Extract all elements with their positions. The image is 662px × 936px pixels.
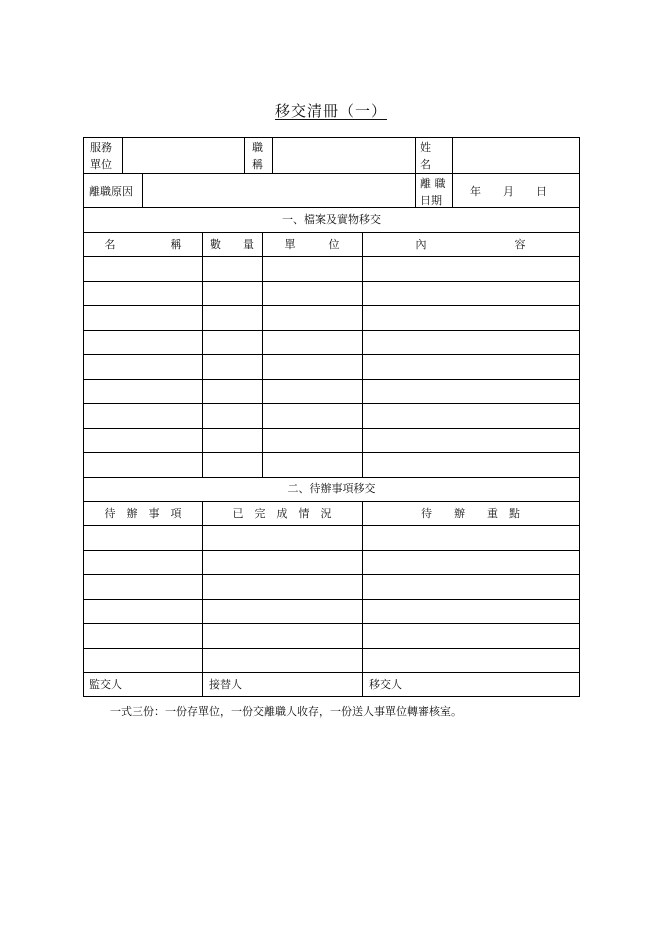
row-line-s2-4 bbox=[84, 623, 579, 624]
handover-form bbox=[83, 137, 580, 697]
col-line-h2-a bbox=[142, 173, 143, 207]
date-placeholder: 年 月 日 bbox=[470, 185, 547, 198]
col-content-header: 內 容 bbox=[415, 238, 526, 251]
row-line-s1-7 bbox=[84, 428, 579, 429]
row-line-s1-8 bbox=[84, 452, 579, 453]
service-unit-label: 服務 單位 bbox=[90, 141, 112, 171]
col-line-h1-d bbox=[415, 138, 416, 173]
row-line-header-1 bbox=[84, 173, 579, 174]
row-line-section2-head bbox=[84, 525, 579, 526]
col-unit-header: 單 位 bbox=[284, 238, 340, 251]
row-line-s2-2 bbox=[84, 574, 579, 575]
row-line-s1-6 bbox=[84, 403, 579, 404]
row-line-s2-5 bbox=[84, 648, 579, 649]
document-title: 移交清冊（一） bbox=[274, 102, 387, 120]
col-line-h1-b bbox=[244, 138, 245, 173]
col-line-s2-a bbox=[202, 501, 203, 697]
row-line-s1-1 bbox=[84, 281, 579, 282]
leave-date-label: 離 職 日期 bbox=[420, 177, 446, 207]
col-line-s1-c bbox=[362, 232, 363, 477]
row-line-section1-head bbox=[84, 256, 579, 257]
row-line-s2-3 bbox=[84, 599, 579, 600]
row-line-s1-9 bbox=[84, 477, 579, 478]
section2-title: 二、待辦事項移交 bbox=[287, 482, 376, 495]
col-line-s1-b bbox=[262, 232, 263, 477]
supervisor-label: 監交人 bbox=[89, 678, 122, 691]
row-line-s2-6 bbox=[84, 672, 579, 673]
col-line-s1-a bbox=[202, 232, 203, 477]
col-quantity-header: 數 量 bbox=[210, 238, 254, 251]
row-line-s1-2 bbox=[84, 305, 579, 306]
col-pending-item-header: 待 辦 事 項 bbox=[104, 507, 182, 520]
row-line-s1-3 bbox=[84, 330, 579, 331]
row-line-s2-1 bbox=[84, 550, 579, 551]
row-line-s1-4 bbox=[84, 354, 579, 355]
row-line-section2-title bbox=[84, 501, 579, 502]
row-line-header-2 bbox=[84, 207, 579, 208]
row-line-s1-5 bbox=[84, 379, 579, 380]
col-line-h2-b bbox=[415, 173, 416, 207]
col-line-h2-c bbox=[452, 173, 453, 207]
col-line-s2-b bbox=[362, 501, 363, 697]
job-title-label: 職 稱 bbox=[252, 141, 263, 171]
col-line-h1-e bbox=[452, 138, 453, 173]
footnote: 一式三份：一份存單位，一份交離職人收存，一份送人事單位轉審核室。 bbox=[110, 705, 462, 718]
successor-label: 接替人 bbox=[209, 678, 242, 691]
col-line-h1-a bbox=[122, 138, 123, 173]
leave-reason-label: 離職原因 bbox=[89, 185, 133, 198]
name-label: 姓 名 bbox=[420, 141, 431, 171]
section1-title: 一、檔案及實物移交 bbox=[282, 213, 381, 226]
col-pending-focus-header: 待 辦 重 點 bbox=[421, 507, 520, 520]
col-completed-status-header: 已 完 成 情 況 bbox=[232, 507, 332, 520]
handover-label: 移交人 bbox=[369, 678, 402, 691]
row-line-section1-title bbox=[84, 232, 579, 233]
col-line-h1-c bbox=[272, 138, 273, 173]
col-name-header: 名 稱 bbox=[104, 238, 182, 251]
